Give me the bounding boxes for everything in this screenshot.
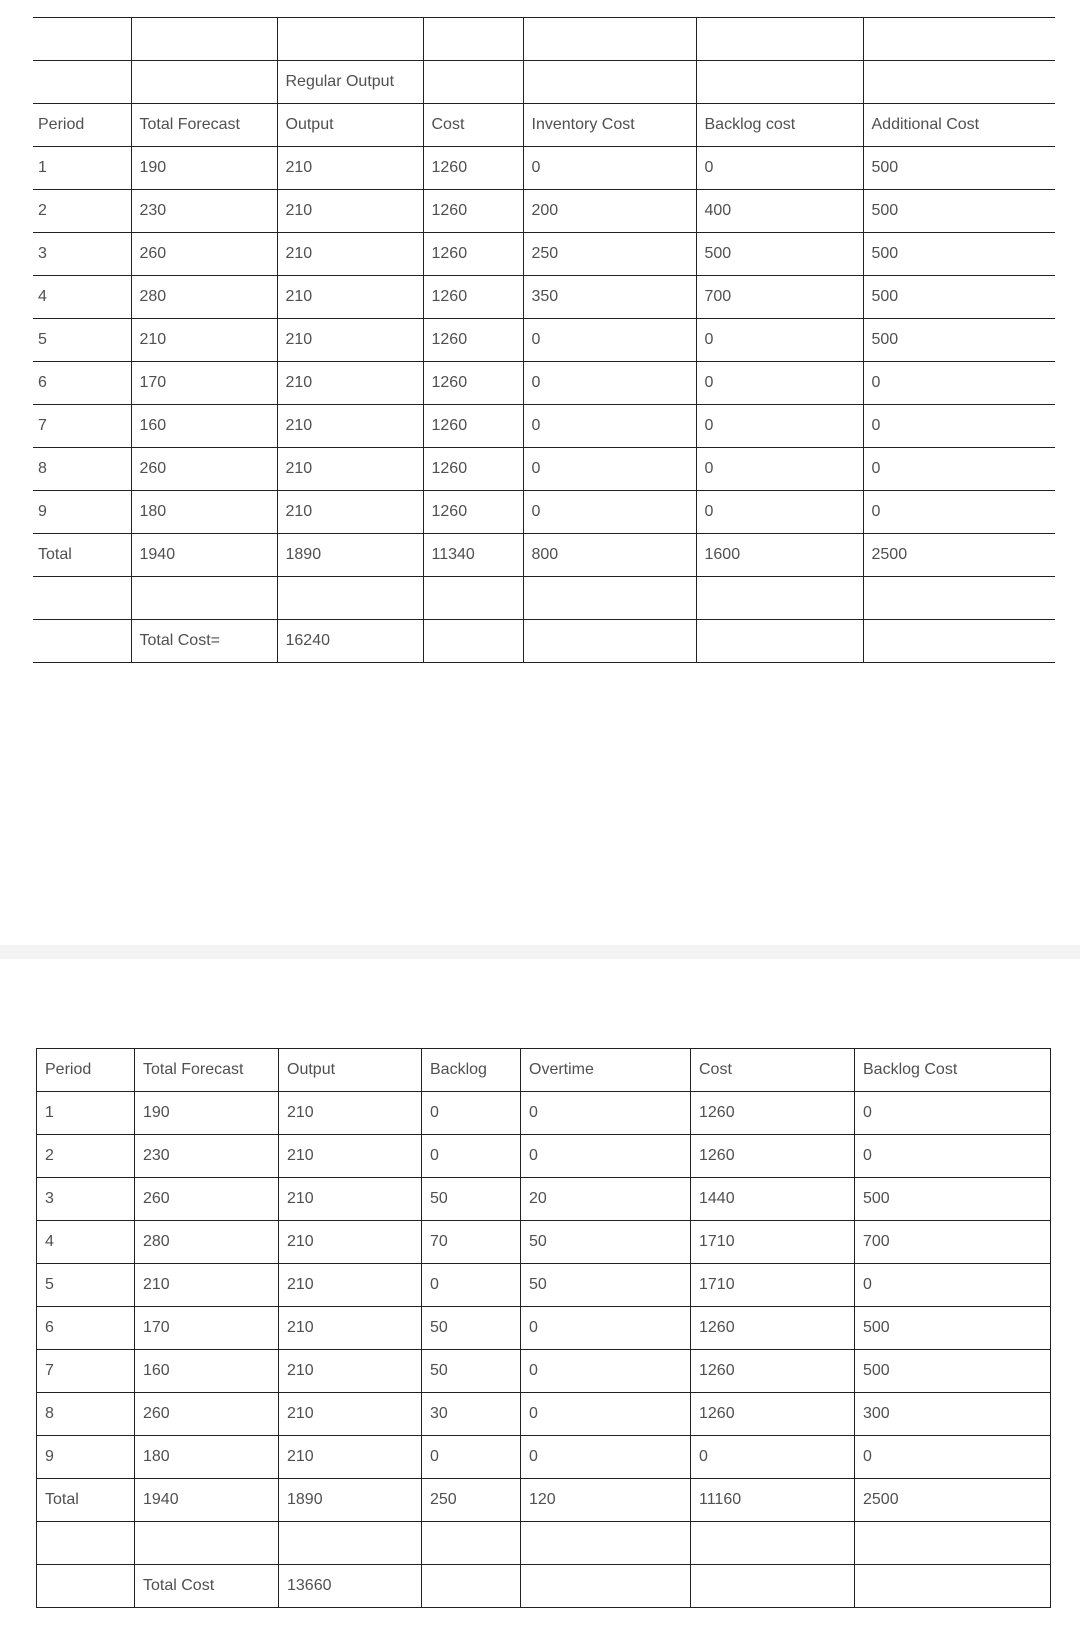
table-cell: 1710 <box>691 1221 855 1264</box>
table-cell: 280 <box>131 276 277 319</box>
table-cell: 13660 <box>279 1565 422 1608</box>
table-cell: 5 <box>33 319 131 362</box>
table-cell: 500 <box>863 319 1055 362</box>
table-cell: 3 <box>33 233 131 276</box>
table-row <box>37 1350 1051 1393</box>
table-cell: 400 <box>696 190 863 233</box>
table-cell: 8 <box>37 1393 135 1436</box>
table-cell: 160 <box>131 405 277 448</box>
table-cell: 30 <box>422 1393 521 1436</box>
table-row <box>37 1307 1051 1350</box>
table-cell: 170 <box>135 1307 279 1350</box>
table-row <box>33 319 1055 362</box>
header-cell <box>696 18 863 61</box>
table-cell <box>863 620 1055 663</box>
table-cell: 1260 <box>423 190 523 233</box>
table-cell <box>521 1522 691 1565</box>
table-cell: 210 <box>279 1092 422 1135</box>
table-cell: 1260 <box>423 491 523 534</box>
table-cell: 0 <box>521 1436 691 1479</box>
header-cell <box>523 61 696 104</box>
table-cell: 0 <box>863 362 1055 405</box>
table-cell: 1260 <box>423 448 523 491</box>
aggregate-plan-table-level <box>33 17 1055 663</box>
header-cell <box>33 18 131 61</box>
table-cell: 3 <box>37 1178 135 1221</box>
table-cell: 300 <box>855 1393 1051 1436</box>
table-cell <box>863 577 1055 620</box>
table-cell: 11340 <box>423 534 523 577</box>
table-cell: 0 <box>696 448 863 491</box>
table-cell: 1260 <box>423 362 523 405</box>
table-cell: 170 <box>131 362 277 405</box>
table-cell <box>696 577 863 620</box>
table-cell: 0 <box>521 1135 691 1178</box>
header-cell: Period <box>33 104 131 147</box>
table-cell: 70 <box>422 1221 521 1264</box>
table-row <box>37 1264 1051 1307</box>
table-cell: 260 <box>131 448 277 491</box>
table-cell: 210 <box>279 1436 422 1479</box>
table-cell: 1260 <box>423 276 523 319</box>
table-cell: 210 <box>277 448 423 491</box>
table-cell: 50 <box>422 1178 521 1221</box>
header-cell: Period <box>37 1049 135 1092</box>
table-row <box>37 1522 1051 1565</box>
table-cell: 500 <box>863 276 1055 319</box>
table-header-row <box>37 1049 1051 1092</box>
table-row <box>33 534 1055 577</box>
table-cell: 7 <box>33 405 131 448</box>
table-cell: 0 <box>523 319 696 362</box>
header-cell <box>277 18 423 61</box>
table-row <box>33 620 1055 663</box>
table-cell: 190 <box>135 1092 279 1135</box>
table-cell: 8 <box>33 448 131 491</box>
table-cell: 200 <box>523 190 696 233</box>
table-cell: 11160 <box>691 1479 855 1522</box>
table-cell: 210 <box>131 319 277 362</box>
table-cell: 180 <box>135 1436 279 1479</box>
table-cell: 1 <box>33 147 131 190</box>
header-cell: Inventory Cost <box>523 104 696 147</box>
table-cell: 9 <box>37 1436 135 1479</box>
table-cell: 50 <box>422 1350 521 1393</box>
table-cell: 0 <box>863 491 1055 534</box>
table-cell: 210 <box>279 1350 422 1393</box>
table-cell: 0 <box>523 491 696 534</box>
table-cell: 800 <box>523 534 696 577</box>
table-cell: 500 <box>696 233 863 276</box>
table-cell: 1260 <box>691 1393 855 1436</box>
table-cell: 1260 <box>423 319 523 362</box>
table-cell <box>131 577 277 620</box>
table-cell: 0 <box>523 448 696 491</box>
table-row <box>33 233 1055 276</box>
table-row <box>33 276 1055 319</box>
table-cell: 1260 <box>691 1092 855 1135</box>
table-cell: 1940 <box>135 1479 279 1522</box>
table-cell <box>37 1565 135 1608</box>
table-row <box>33 448 1055 491</box>
section-divider <box>0 945 1080 959</box>
table-cell: 1940 <box>131 534 277 577</box>
table-cell <box>696 620 863 663</box>
header-cell <box>33 61 131 104</box>
table-row <box>33 405 1055 448</box>
table-cell: 1260 <box>423 405 523 448</box>
table-cell: 210 <box>277 233 423 276</box>
table-header-group-row <box>33 61 1055 104</box>
header-cell <box>523 18 696 61</box>
table-cell <box>423 577 523 620</box>
table-row <box>37 1479 1051 1522</box>
table-cell: 16240 <box>277 620 423 663</box>
table-cell: 0 <box>523 405 696 448</box>
table-cell: Total <box>33 534 131 577</box>
table-cell: 250 <box>422 1479 521 1522</box>
table-cell: 0 <box>863 405 1055 448</box>
table-cell: 260 <box>135 1393 279 1436</box>
table-cell: 190 <box>131 147 277 190</box>
table-cell: 1 <box>37 1092 135 1135</box>
table-cell: 210 <box>277 491 423 534</box>
table-cell <box>423 620 523 663</box>
table-cell: 0 <box>422 1135 521 1178</box>
table-row <box>33 577 1055 620</box>
header-cell <box>131 61 277 104</box>
table-cell: 0 <box>422 1436 521 1479</box>
table-cell: 5 <box>37 1264 135 1307</box>
header-cell: Total Forecast <box>135 1049 279 1092</box>
table-cell: 500 <box>855 1307 1051 1350</box>
table-cell: 500 <box>863 233 1055 276</box>
table-cell: 0 <box>855 1436 1051 1479</box>
table-cell: 210 <box>277 319 423 362</box>
table-cell: 210 <box>277 362 423 405</box>
table-cell: 210 <box>277 405 423 448</box>
table-cell: 1260 <box>423 233 523 276</box>
table-cell: 250 <box>523 233 696 276</box>
table-cell: 210 <box>279 1135 422 1178</box>
table-cell: 0 <box>521 1307 691 1350</box>
header-cell: Output <box>277 104 423 147</box>
table-cell: 0 <box>691 1436 855 1479</box>
table-cell <box>135 1522 279 1565</box>
table-cell: 0 <box>523 147 696 190</box>
table-cell: 210 <box>135 1264 279 1307</box>
table-row <box>37 1092 1051 1135</box>
table-row <box>37 1436 1051 1479</box>
aggregate-plan-table-overtime <box>36 1048 1051 1608</box>
table-row <box>33 147 1055 190</box>
table-cell <box>277 577 423 620</box>
table-cell: 230 <box>131 190 277 233</box>
table-row <box>37 1565 1051 1608</box>
table-cell: 160 <box>135 1350 279 1393</box>
table-cell: 2500 <box>863 534 1055 577</box>
header-cell <box>131 18 277 61</box>
table-cell: 1260 <box>423 147 523 190</box>
table-cell: 0 <box>855 1092 1051 1135</box>
table-row <box>33 491 1055 534</box>
table-cell: 0 <box>696 491 863 534</box>
table-cell: 120 <box>521 1479 691 1522</box>
table-cell: 700 <box>696 276 863 319</box>
table-cell: 500 <box>855 1350 1051 1393</box>
table-cell: 210 <box>279 1264 422 1307</box>
table-row <box>33 190 1055 233</box>
table-cell: 0 <box>521 1393 691 1436</box>
table-cell: 180 <box>131 491 277 534</box>
table-cell: 0 <box>422 1092 521 1135</box>
table-cell: 20 <box>521 1178 691 1221</box>
table-cell: 4 <box>37 1221 135 1264</box>
table-row <box>37 1135 1051 1178</box>
table-cell: 1890 <box>277 534 423 577</box>
table-cell: 210 <box>279 1307 422 1350</box>
table-cell: 500 <box>863 190 1055 233</box>
table-cell <box>33 620 131 663</box>
header-cell: Additional Cost <box>863 104 1055 147</box>
table-cell <box>691 1522 855 1565</box>
table-header-top-row <box>33 18 1055 61</box>
table-cell <box>521 1565 691 1608</box>
header-cell <box>423 61 523 104</box>
table-cell: 0 <box>696 147 863 190</box>
header-cell <box>863 18 1055 61</box>
table-cell: 50 <box>521 1221 691 1264</box>
table-cell <box>523 577 696 620</box>
table-cell: 2 <box>33 190 131 233</box>
table-cell: 1710 <box>691 1264 855 1307</box>
table-cell: 2500 <box>855 1479 1051 1522</box>
table-cell: 1600 <box>696 534 863 577</box>
header-cell: Cost <box>423 104 523 147</box>
header-cell: Backlog <box>422 1049 521 1092</box>
table-cell: 210 <box>277 276 423 319</box>
table-cell: 0 <box>521 1092 691 1135</box>
table-cell <box>691 1565 855 1608</box>
table-cell: Total Cost= <box>131 620 277 663</box>
table-cell: 7 <box>37 1350 135 1393</box>
table-cell: 0 <box>422 1264 521 1307</box>
table-cell: 260 <box>131 233 277 276</box>
table-cell: 6 <box>37 1307 135 1350</box>
table-cell: 0 <box>855 1264 1051 1307</box>
header-cell: Regular Output <box>277 61 423 104</box>
table-cell <box>422 1522 521 1565</box>
table-cell: 500 <box>855 1178 1051 1221</box>
header-cell <box>696 61 863 104</box>
table-cell: 210 <box>277 190 423 233</box>
table-cell: 0 <box>521 1350 691 1393</box>
table-cell: 260 <box>135 1178 279 1221</box>
table-cell: Total <box>37 1479 135 1522</box>
table-cell: 1440 <box>691 1178 855 1221</box>
header-cell: Total Forecast <box>131 104 277 147</box>
table-cell <box>33 577 131 620</box>
table-cell: 230 <box>135 1135 279 1178</box>
table-row <box>37 1393 1051 1436</box>
table-cell: 1260 <box>691 1135 855 1178</box>
table-cell: 210 <box>279 1393 422 1436</box>
table-cell: 700 <box>855 1221 1051 1264</box>
header-cell <box>423 18 523 61</box>
table-cell: 50 <box>422 1307 521 1350</box>
table-cell: Total Cost <box>135 1565 279 1608</box>
table-cell: 1260 <box>691 1307 855 1350</box>
table-cell: 500 <box>863 147 1055 190</box>
table-cell: 1260 <box>691 1350 855 1393</box>
table-cell: 1890 <box>279 1479 422 1522</box>
table-cell: 350 <box>523 276 696 319</box>
table-cell: 210 <box>279 1178 422 1221</box>
table-cell <box>279 1522 422 1565</box>
table-cell: 6 <box>33 362 131 405</box>
table-cell <box>422 1565 521 1608</box>
table-cell: 50 <box>521 1264 691 1307</box>
table-row <box>37 1178 1051 1221</box>
header-cell: Overtime <box>521 1049 691 1092</box>
table-cell <box>855 1522 1051 1565</box>
header-cell: Output <box>279 1049 422 1092</box>
table-cell: 280 <box>135 1221 279 1264</box>
table-row <box>33 362 1055 405</box>
table-cell: 210 <box>277 147 423 190</box>
table-cell: 0 <box>696 405 863 448</box>
table-cell <box>37 1522 135 1565</box>
table-cell: 9 <box>33 491 131 534</box>
table-cell: 0 <box>523 362 696 405</box>
table-cell: 0 <box>855 1135 1051 1178</box>
header-cell: Backlog Cost <box>855 1049 1051 1092</box>
table-cell: 4 <box>33 276 131 319</box>
table-cell <box>523 620 696 663</box>
header-cell: Backlog cost <box>696 104 863 147</box>
table-cell: 0 <box>696 319 863 362</box>
table-row <box>37 1221 1051 1264</box>
table-cell: 2 <box>37 1135 135 1178</box>
table-cell: 0 <box>696 362 863 405</box>
header-cell: Cost <box>691 1049 855 1092</box>
table-cell: 0 <box>863 448 1055 491</box>
table-cell <box>855 1565 1051 1608</box>
header-cell <box>863 61 1055 104</box>
table-cell: 210 <box>279 1221 422 1264</box>
table-header-row <box>33 104 1055 147</box>
